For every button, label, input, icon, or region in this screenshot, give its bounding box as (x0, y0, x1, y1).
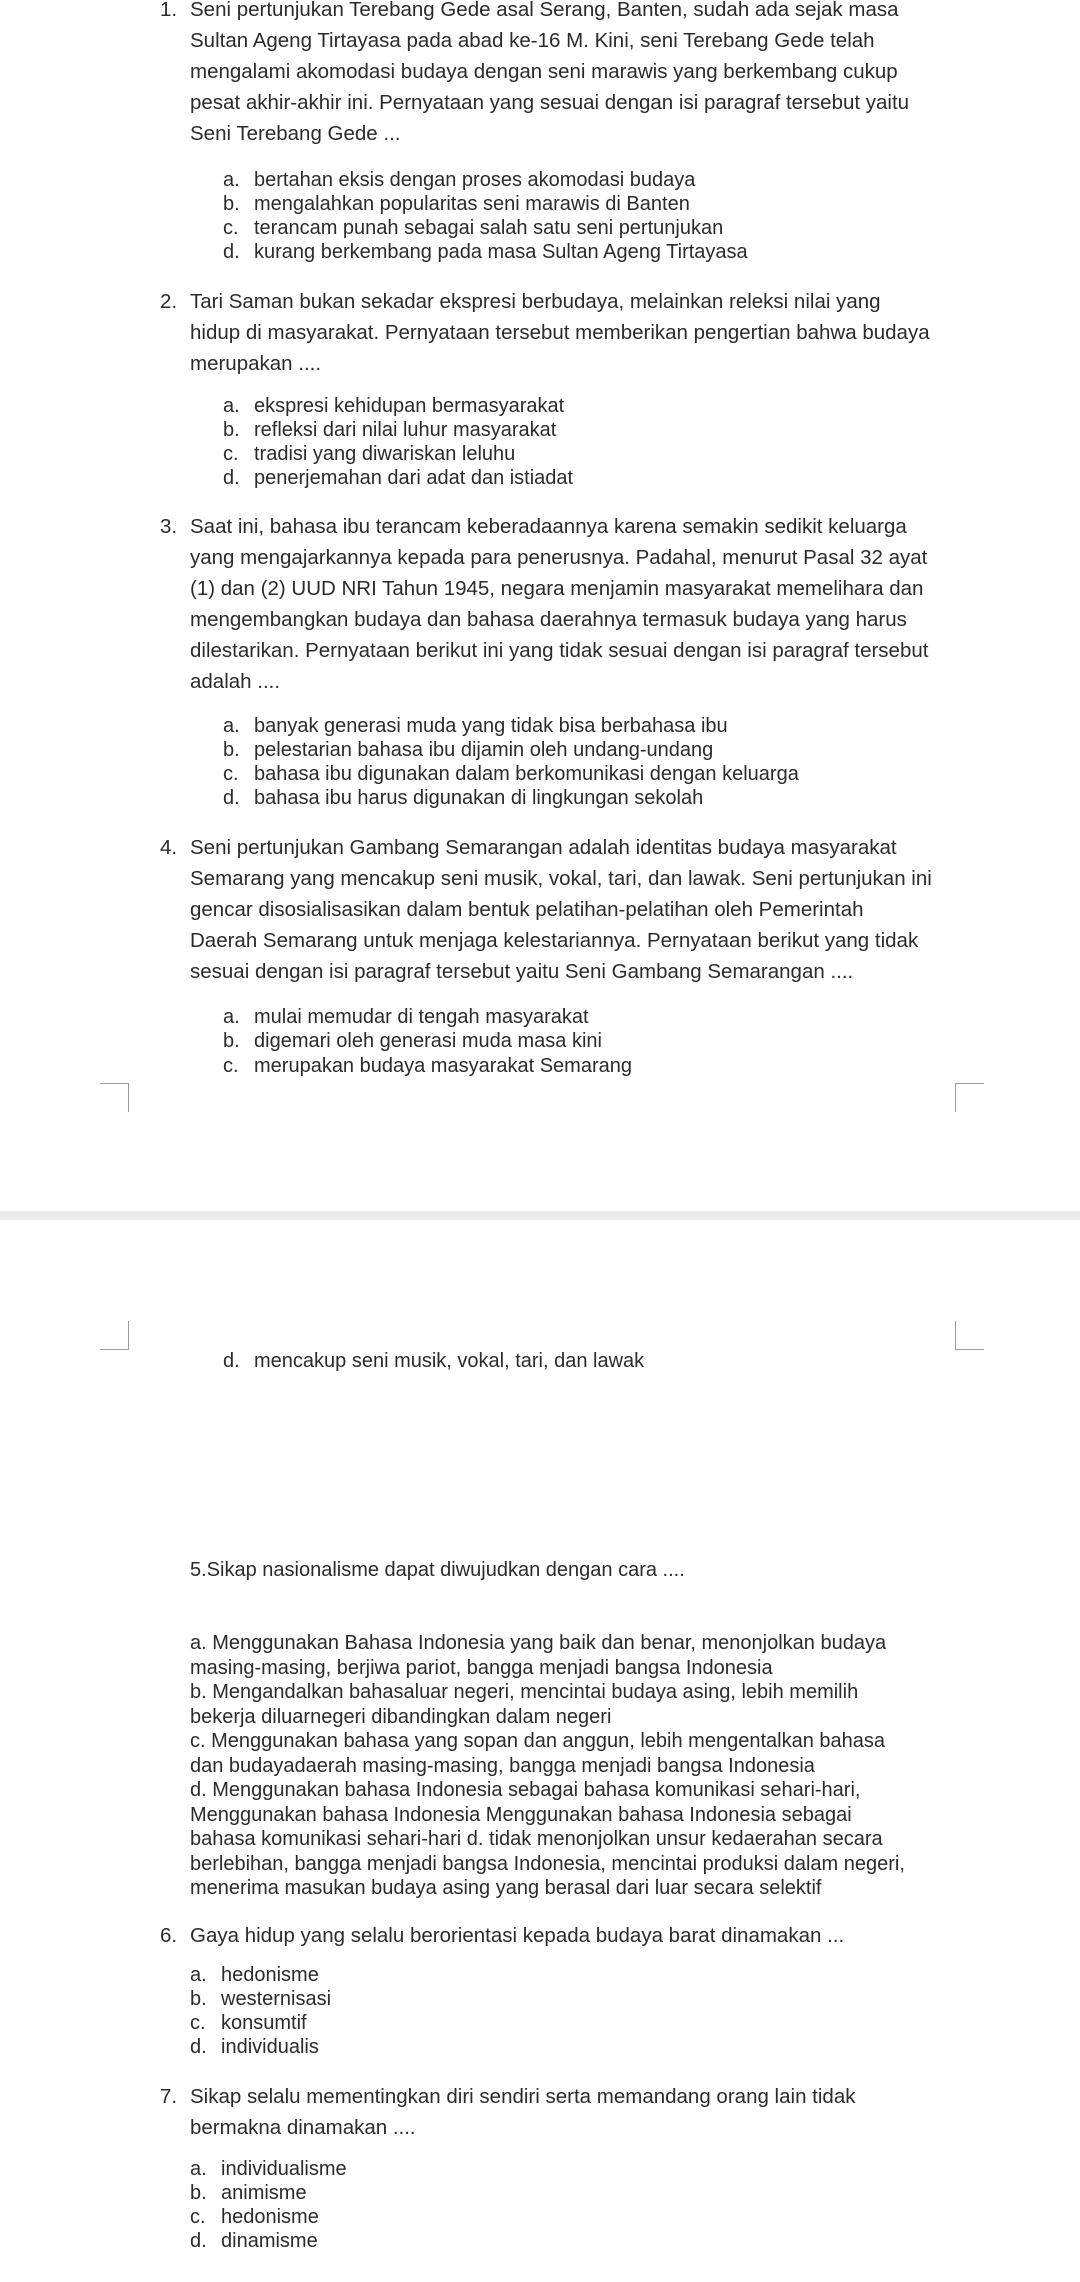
answer-option[interactable]: b. digemari oleh generasi muda masa kini (223, 1030, 602, 1052)
question-number: 1. (160, 0, 178, 21)
answer-line: Menggunakan bahasa Indonesia Menggunakan bahasa Indonesia sebagai (190, 1803, 852, 1826)
answer-option[interactable]: d. penerjemahan dari adat dan istiadat (223, 467, 574, 489)
answer-option[interactable]: a. ekspresi kehidupan bermasyarakat (223, 395, 565, 417)
question-stem (190, 286, 930, 379)
crop-mark-bottom-right (955, 1321, 984, 1350)
question-number: 2. (160, 290, 178, 313)
answer-line[interactable]: a. Menggunakan Bahasa Indonesia yang baik dan benar, menonjolkan budaya (190, 1632, 887, 1654)
stem-line: hidup di masyarakat. Pernyataan tersebut memberikan pengertian bahwa budaya (190, 321, 930, 344)
question-number: 4. (160, 836, 178, 859)
question-stem: 5.Sikap nasionalisme dapat diwujudkan dengan cara .... (190, 1559, 685, 1581)
stem-line: Sultan Ageng Tirtayasa pada abad ke-16 M. Kini, seni Terebang Gede telah (190, 29, 875, 52)
stem-line: mengembangkan budaya dan bahasa daerahnya termasuk budaya yang harus (190, 608, 907, 631)
question-number: 7. (160, 2085, 178, 2108)
stem-line: Sikap selalu mementingkan diri sendiri serta memandang orang lain tidak (190, 2085, 856, 2108)
answer-line: dan budayadaerah masing-masing, bangga menjadi bangsa Indonesia (190, 1754, 815, 1777)
question-stem: Gaya hidup yang selalu berorientasi kepada budaya barat dinamakan ... (190, 1924, 845, 1947)
crop-mark-top-left (100, 1083, 129, 1112)
stem-line: Saat ini, bahasa ibu terancam keberadaannya karena semakin sedikit keluarga (190, 515, 907, 538)
question-stem (190, 0, 909, 149)
question-stem (190, 832, 932, 987)
crop-mark-bottom-left (100, 1321, 129, 1350)
answer-block (190, 1631, 905, 1901)
stem-line: bermakna dinamakan .... (190, 2116, 416, 2139)
stem-line: Seni pertunjukan Gambang Semarangan adalah identitas budaya masyarakat (190, 836, 897, 859)
page-break (0, 1211, 1080, 1220)
stem-line: Seni pertunjukan Terebang Gede asal Serang, Banten, sudah ada sejak masa (190, 0, 899, 21)
stem-line: sesuai dengan isi paragraf tersebut yaitu Seni Gambang Semarangan .... (190, 960, 854, 983)
answer-line[interactable]: c. Menggunakan bahasa yang sopan dan anggun, lebih mengentalkan bahasa (190, 1730, 885, 1752)
answer-line[interactable]: d. Menggunakan bahasa Indonesia sebagai bahasa komunikasi sehari-hari, (190, 1779, 861, 1801)
answer-option[interactable]: c. merupakan budaya masyarakat Semarang (223, 1055, 632, 1077)
stem-line: (1) dan (2) UUD NRI Tahun 1945, negara menjamin masyarakat memelihara dan (190, 577, 924, 600)
crop-mark-top-right (955, 1083, 984, 1112)
answer-option[interactable]: c. bahasa ibu digunakan dalam berkomunikasi dengan keluarga (223, 763, 799, 785)
answer-option[interactable]: b. pelestarian bahasa ibu dijamin oleh undang-undang (223, 739, 714, 761)
question-number: 3. (160, 515, 178, 538)
answer-line: menerima masukan budaya asing yang berasal dari luar secara selektif (190, 1877, 822, 1899)
answer-option[interactable]: a. individualisme (190, 2158, 347, 2180)
stem-line: gencar disosialisasikan dalam bentuk pelatihan-pelatihan oleh Pemerintah (190, 898, 864, 921)
answer-option[interactable]: a. bertahan eksis dengan proses akomodasi budaya (223, 169, 696, 191)
stem-line: pesat akhir-akhir ini. Pernyataan yang sesuai dengan isi paragraf tersebut yaitu (190, 91, 910, 114)
answer-option[interactable]: d. individualis (190, 2036, 319, 2058)
answer-option[interactable]: c. tradisi yang diwariskan leluhu (223, 443, 516, 465)
stem-line: dilestarikan. Pernyataan berikut ini yang tidak sesuai dengan isi paragraf tersebut (190, 639, 929, 662)
answer-option[interactable]: c. terancam punah sebagai salah satu seni pertunjukan (223, 217, 724, 239)
answer-option[interactable]: d. mencakup seni musik, vokal, tari, dan lawak (223, 1350, 645, 1372)
answer-option[interactable]: c. hedonisme (190, 2206, 319, 2228)
answer-option[interactable]: d. dinamisme (190, 2230, 318, 2252)
answer-line: berlebihan, bangga menjadi bangsa Indonesia, mencintai produksi dalam negeri, (190, 1852, 905, 1875)
question-stem (190, 511, 928, 697)
answer-option[interactable]: d. kurang berkembang pada masa Sultan Ageng Tirtayasa (223, 241, 748, 263)
answer-option[interactable]: d. bahasa ibu harus digunakan di lingkungan sekolah (223, 787, 704, 809)
answer-line: bahasa komunikasi sehari-hari d. tidak menonjolkan unsur kedaerahan secara (190, 1828, 883, 1850)
stem-line: Semarang yang mencakup seni musik, vokal, tari, dan lawak. Seni pertunjukan ini (190, 867, 932, 890)
stem-line: merupakan .... (190, 352, 322, 375)
stem-line: adalah .... (190, 670, 281, 693)
answer-option[interactable]: a. banyak generasi muda yang tidak bisa berbahasa ibu (223, 715, 728, 737)
answer-option[interactable]: b. westernisasi (190, 1988, 332, 2010)
stem-line: Daerah Semarang untuk menjaga kelestariannya. Pernyataan berikut yang tidak (190, 929, 919, 952)
stem-line: Seni Terebang Gede ... (190, 122, 401, 145)
answer-option[interactable]: b. animisme (190, 2182, 307, 2204)
answer-option[interactable]: a. mulai memudar di tengah masyarakat (223, 1006, 589, 1028)
answer-option[interactable]: b. mengalahkan popularitas seni marawis di Banten (223, 193, 690, 215)
answer-line: bekerja diluarnegeri dibandingkan dalam negeri (190, 1705, 612, 1728)
question-number: 6. (160, 1924, 178, 1947)
answer-option[interactable]: b. refleksi dari nilai luhur masyarakat (223, 419, 557, 441)
answer-line: masing-masing, berjiwa pariot, bangga menjadi bangsa Indonesia (190, 1656, 773, 1679)
answer-line[interactable]: b. Mengandalkan bahasaluar negeri, mencintai budaya asing, lebih memilih (190, 1681, 859, 1703)
stem-line: yang mengajarkannya kepada para penerusnya. Padahal, menurut Pasal 32 ayat (190, 546, 928, 569)
answer-option[interactable]: a. hedonisme (190, 1964, 319, 1986)
stem-line: mengalami akomodasi budaya dengan seni marawis yang berkembang cukup (190, 60, 898, 83)
answer-option[interactable]: c. konsumtif (190, 2012, 307, 2034)
question-stem (190, 2081, 855, 2143)
stem-line: Tari Saman bukan sekadar ekspresi berbudaya, melainkan releksi nilai yang (190, 290, 881, 313)
